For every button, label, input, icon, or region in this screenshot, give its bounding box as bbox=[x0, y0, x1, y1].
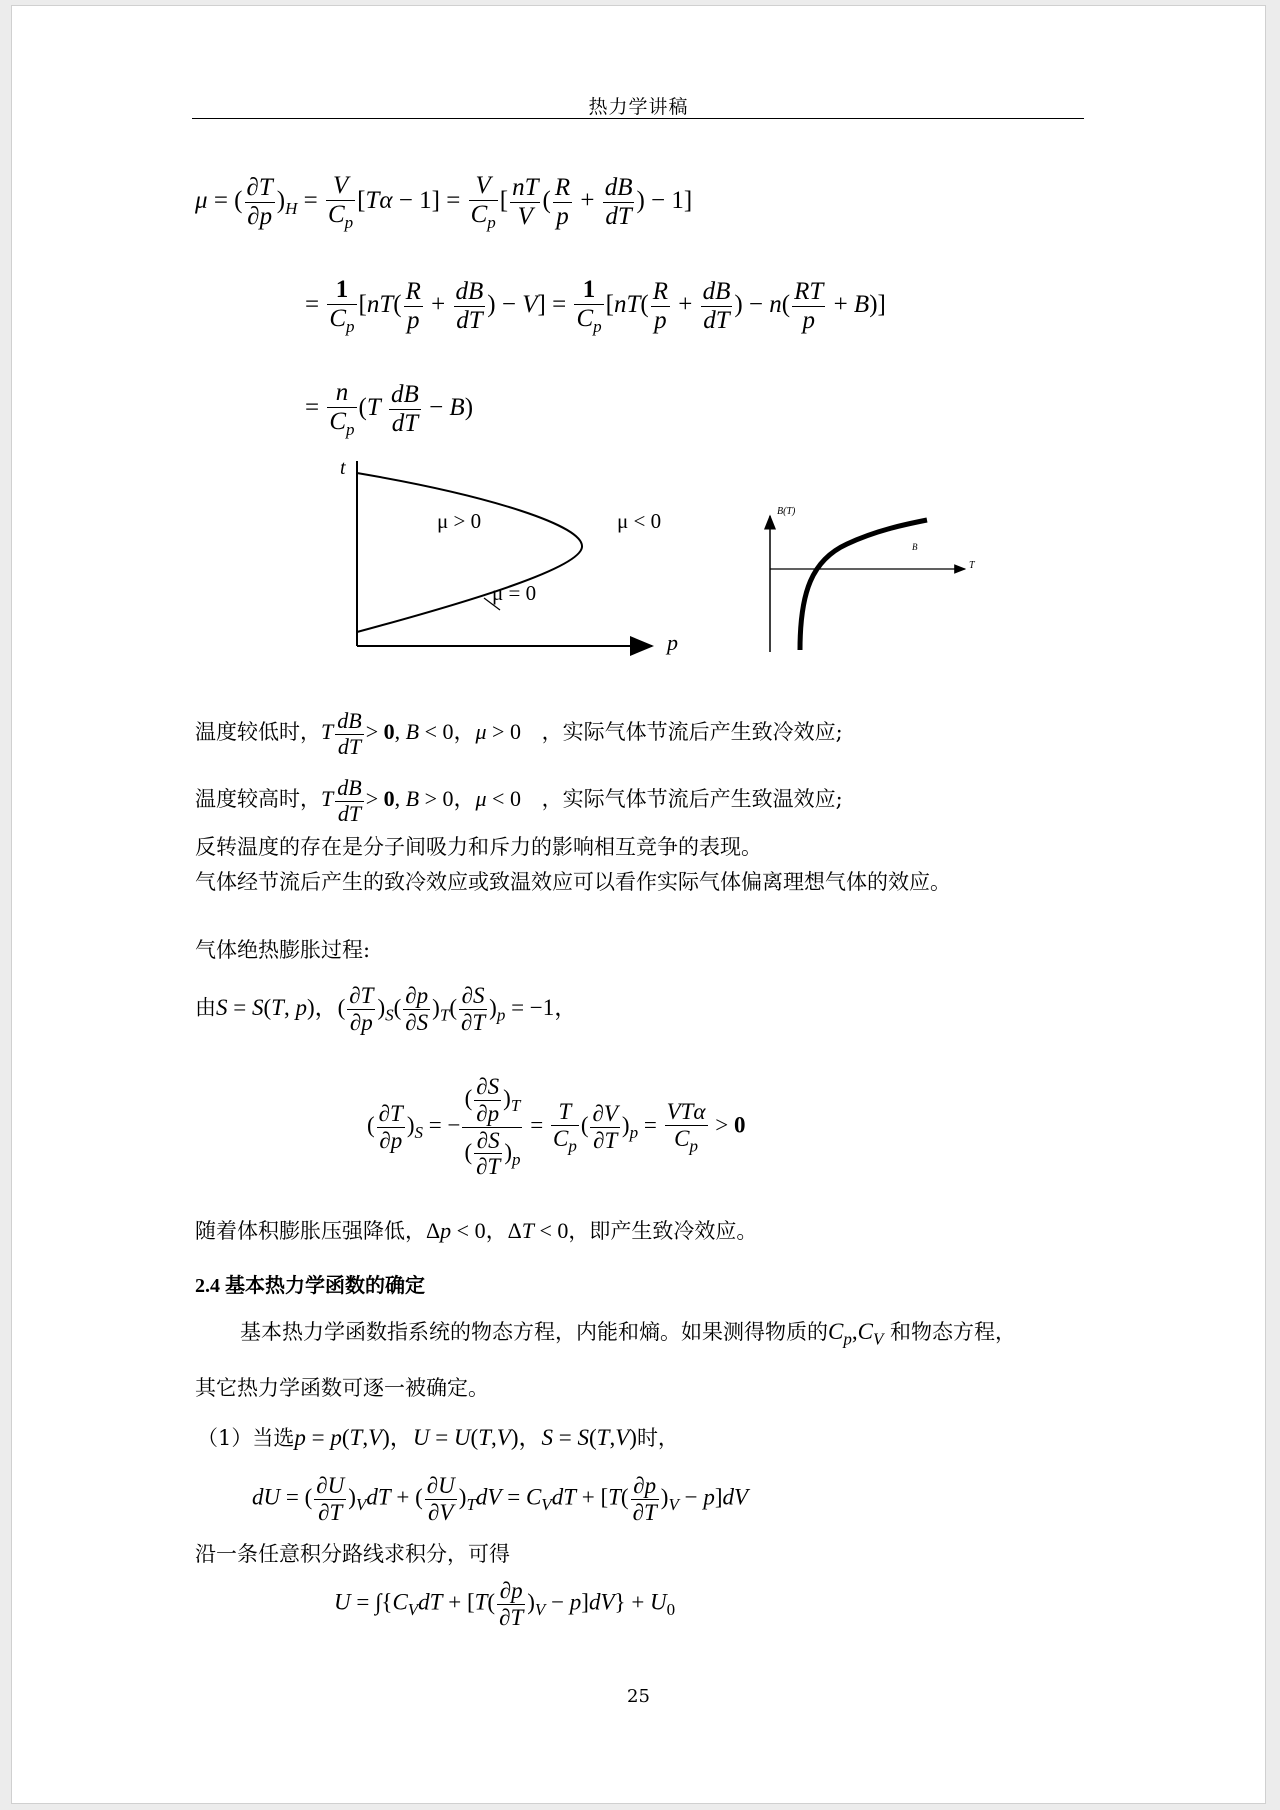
equation-mu-line2: = $\frac{1}{C_p}$ [nT( $\frac{R}{p}$ + $\frac{dB}{dT}$ ) − V] = $\frac{1}{C_p}$ [nT( $\frac{R}{p}$ + $\frac{dB}{dT}$ ) − n( $\frac{RT}{p}$ + B)] bbox=[305, 276, 886, 336]
integrate-text: 沿一条任意积分路线求积分，可得 bbox=[195, 1542, 510, 1566]
y-axis-label: B(T) bbox=[777, 506, 796, 517]
low-temp-line bbox=[195, 709, 843, 759]
high-temp-prefix: 温度较高时， bbox=[195, 787, 321, 812]
high-temp-suffix: ，实际气体节流后产生致温效应; bbox=[541, 787, 843, 812]
document-page bbox=[12, 6, 1265, 1803]
x-axis-label: T bbox=[969, 560, 975, 571]
expansion-prefix: 随着体积膨胀压强降低， bbox=[195, 1219, 426, 1243]
region-label-negative: μ < 0 bbox=[617, 509, 662, 533]
section-heading: 2.4 基本热力学函数的确定 bbox=[195, 1275, 425, 1297]
intro-part2: 和物态方程， bbox=[890, 1320, 1017, 1344]
high-temp-condition: T $\frac{dB}{dT}$ > 0, B > 0，μ < 0 bbox=[321, 775, 521, 826]
curve-label: B bbox=[912, 542, 918, 552]
inversion-paragraph: 反转温度的存在是分子间吸力和斥力的影响相互竞争的表现。 bbox=[195, 835, 762, 859]
inversion-curve bbox=[357, 473, 582, 632]
high-temp-line bbox=[195, 776, 843, 826]
section-intro-line1 bbox=[240, 1316, 1016, 1350]
cyclic-relation: S = S(T, p)，( $\frac{\partial T}{\partial p}$ )$_S$( $\frac{\partial p}{\partial S}$ )$_T$( $\frac{\partial S}{\partial T}$ )$_p = -1$， bbox=[216, 983, 578, 1035]
case1-prefix: （1）当选 bbox=[197, 1426, 295, 1450]
low-temp-prefix: 温度较低时， bbox=[195, 720, 321, 745]
equation-mu-line3: = $\frac{n}{C_p}$ (T $\frac{dB}{dT}$ − B) bbox=[305, 379, 474, 439]
region-label-positive: μ > 0 bbox=[437, 509, 482, 533]
case1-suffix: 时， bbox=[636, 1426, 679, 1450]
low-temp-suffix: ，实际气体节流后产生致冷效应; bbox=[541, 720, 843, 745]
header-rule bbox=[192, 118, 1084, 119]
expansion-suffix: ，即产生致冷效应。 bbox=[568, 1219, 758, 1243]
adiabatic-title: 气体绝热膨胀过程: bbox=[195, 938, 371, 962]
adiabatic-equation: ( $\frac{\partial T}{\partial p}$ )$_S$ = − ( $\frac{\partial S}{\partial p}$ )$_T$ ( $\frac{\partial S}{\partial T}$ )$_p$ = $\frac{T}{C_p}$ ( $\frac{\partial V}{\partial T}$ )$_p$ = $\frac{\text{VTα}}{C_p}$ > 0 bbox=[367, 1074, 746, 1180]
by-prefix: 由 bbox=[195, 995, 216, 1020]
case1-line bbox=[197, 1419, 679, 1452]
running-header: 热力学讲稿 bbox=[588, 96, 689, 118]
u-integral-equation: $U = \int\{C_VdT + [T$( $\frac{\partial p}{\partial T}$ )$_V - p]dV\} + U_0$ bbox=[334, 1578, 676, 1630]
equation-mu-line1: μ = ( $\frac{\partial T}{\partial p}$ )$_H$ = $\frac{V}{C_p}$ [Tα − 1] = $\frac{V}{C_p}$ [ $\frac{nT}{V}$ ( $\frac{R}{p}$ + $\frac{dB}{dT}$ ) − 1] bbox=[195, 172, 693, 232]
case1-equations: p = p(T,V)，U = U(T,V)，S = S(T,V) bbox=[294, 1425, 637, 1450]
x-axis-label: p bbox=[667, 630, 678, 655]
b-of-t-figure bbox=[757, 502, 987, 657]
section-intro-line2: 其它热力学函数可逐一被确定。 bbox=[195, 1376, 489, 1400]
intro-part1: 基本热力学函数指系统的物态方程，内能和熵。如果测得物质的 bbox=[240, 1320, 828, 1344]
effect-paragraph: 气体经节流后产生的致冷效应或致温效应可以看作实际气体偏离理想气体的效应。 bbox=[195, 870, 951, 894]
y-axis-label: t bbox=[340, 457, 346, 479]
page-number: 25 bbox=[627, 1686, 650, 1707]
expansion-condition: Δp < 0，ΔT < 0 bbox=[426, 1218, 569, 1243]
expansion-line bbox=[195, 1214, 757, 1245]
low-temp-condition: T $\frac{dB}{dT}$ > 0, B < 0，μ > 0 bbox=[321, 708, 521, 759]
by-line bbox=[195, 983, 577, 1036]
intro-vars: $C_p,C_V$ bbox=[828, 1319, 884, 1349]
curve-label-zero: μ = 0 bbox=[492, 581, 537, 605]
du-equation: dU = ( $\frac{\partial U}{\partial T}$ )$_VdT$ + ( $\frac{\partial U}{\partial V}$ )$_TdV = C_VdT + [T$( $\frac{\partial p}{\partial T}$ )$_V - p]dV$ bbox=[252, 1473, 749, 1525]
inversion-curve-figure bbox=[312, 456, 712, 666]
b-curve bbox=[800, 520, 927, 650]
